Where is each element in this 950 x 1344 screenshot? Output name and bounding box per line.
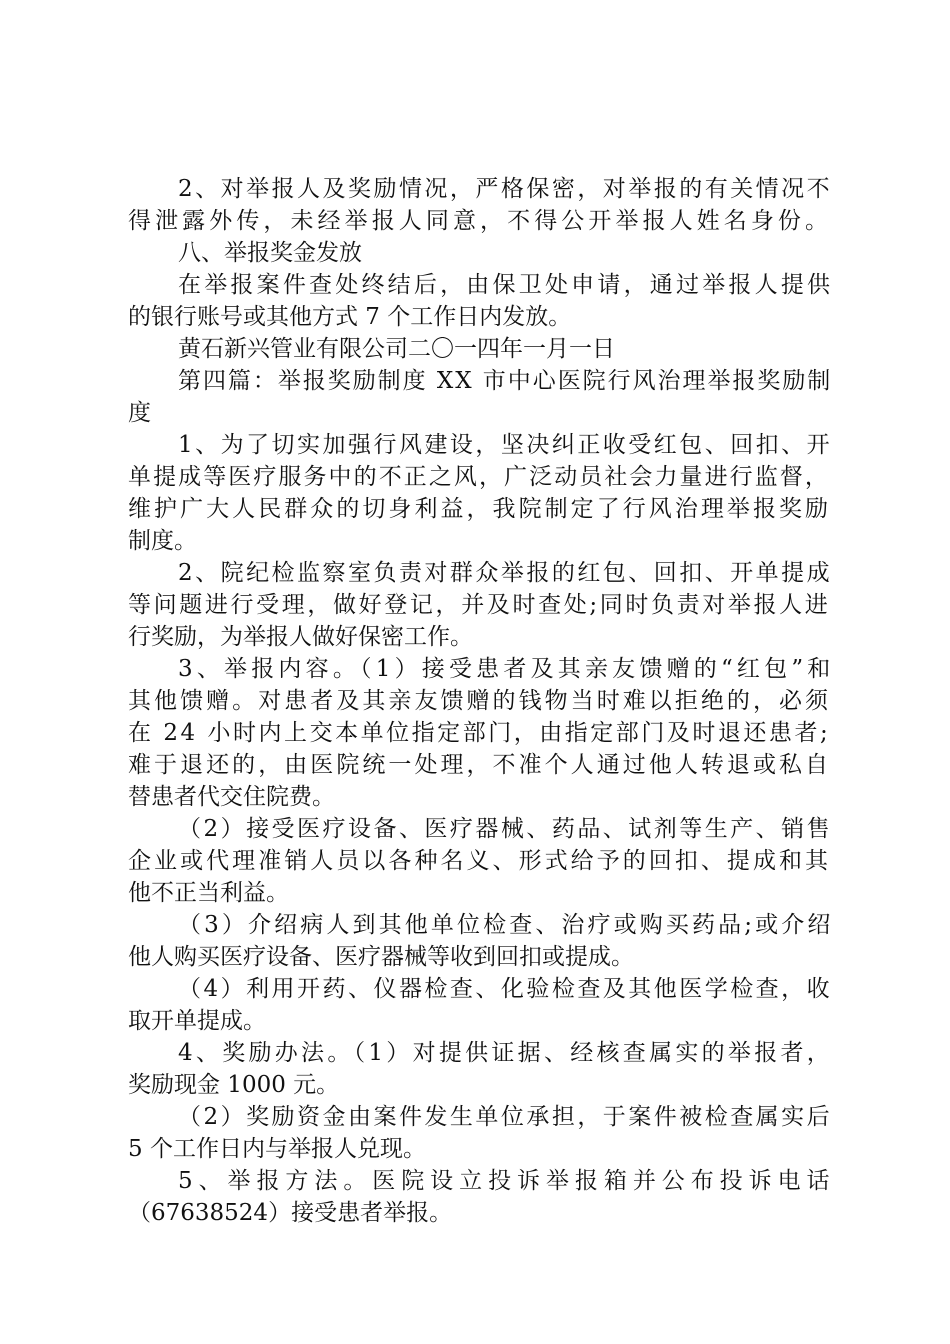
chapter-title: 第四篇：举报奖励制度 XX 市中心医院行风治理举报奖励制 [178,368,833,394]
section-heading: 八、举报奖金发放 [178,240,362,266]
text-line: 行奖励，为举报人做好保密工作。 [128,624,473,650]
text-line: 取开单提成。 [128,1008,266,1034]
signature-line: 黄石新兴管业有限公司二〇一四年一月一日 [178,336,615,362]
text-line: 单提成等医疗服务中的不正之风，广泛动员社会力量进行监督， [128,464,830,490]
text-line: （2）接受医疗设备、医疗器械、药品、试剂等生产、销售 [178,816,833,842]
text-line: 制度。 [128,528,197,554]
text-line: 5 个工作日内与举报人兑现。 [128,1136,426,1162]
text-line: 奖励现金 1000 元。 [128,1072,340,1098]
text-line: 1、为了切实加强行风建设，坚决纠正收受红包、回扣、开 [178,432,833,458]
text-line: 的银行账号或其他方式 7 个工作日内发放。 [128,304,572,330]
text-line: 2、对举报人及奖励情况，严格保密，对举报的有关情况不 [178,176,833,202]
text-line: 2、院纪检监察室负责对群众举报的红包、回扣、开单提成 [178,560,833,586]
text-line: 5、举报方法。医院设立投诉举报箱并公布投诉电话 [178,1168,836,1194]
text-line: 难于退还的，由医院统一处理，不准个人通过他人转退或私自 [128,752,832,778]
text-line: （2）奖励资金由案件发生单位承担，于案件被检查属实后 [178,1104,833,1130]
text-line: 替患者代交住院费。 [128,784,335,810]
text-line: 等问题进行受理，做好登记，并及时查处;同时负责对举报人进 [128,592,831,618]
text-line: 在 24 小时内上交本单位指定部门，由指定部门及时退还患者; [128,720,831,746]
text-line: 他不正当利益。 [128,880,289,906]
text-line: （3）介绍病人到其他单位检查、治疗或购买药品;或介绍 [178,912,834,938]
text-line: 他人购买医疗设备、医疗器械等收到回扣或提成。 [128,944,634,970]
text-line: 其他馈赠。对患者及其亲友馈赠的钱物当时难以拒绝的，必须 [128,688,832,714]
text-line: 维护广大人民群众的切身利益，我院制定了行风治理举报奖励 [128,496,832,522]
text-line: （4）利用开药、仪器检查、化验检查及其他医学检查，收 [178,976,833,1002]
text-line: 4、奖励办法。（1）对提供证据、经核查属实的举报者， [178,1040,834,1066]
text-line: （67638524）接受患者举报。 [128,1200,453,1226]
text-line: 3、举报内容。（1）接受患者及其亲友馈赠的“红包”和 [178,656,835,682]
chapter-title: 度 [128,400,151,426]
text-line: 企业或代理准销人员以各种名义、形式给予的回扣、提成和其 [128,848,832,874]
text-line: 得泄露外传，未经举报人同意，不得公开举报人姓名身份。 [128,208,833,234]
text-line: 在举报案件查处终结后，由保卫处申请，通过举报人提供 [178,272,834,298]
